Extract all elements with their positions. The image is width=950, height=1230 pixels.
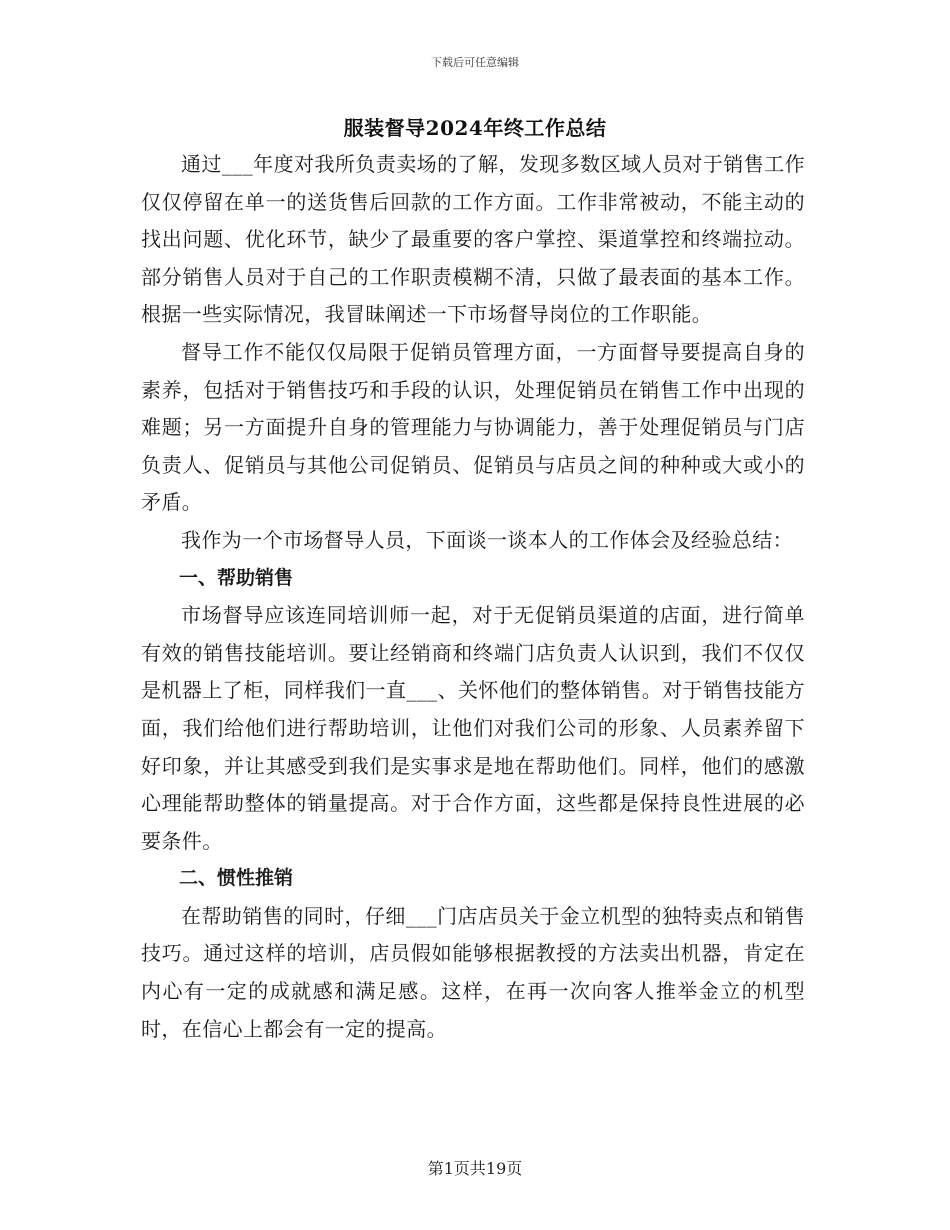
- document-body: [141, 146, 805, 1048]
- section-heading-inertial-promotion: 二、惯性推销: [179, 867, 294, 890]
- header-note: 下载后可任意编辑: [431, 56, 519, 69]
- paragraph-summary-intro: 我作为一个市场督导人员，下面谈一谈本人的工作体会及经验总结：: [181, 527, 793, 552]
- paragraph-inertial-promotion: 在帮助销售的同时，仔细___门店店员关于金立机型的独特卖点和销售技巧。通过这样的培训，店员假如能够根据教授的方法卖出机器，肯定在内心有一定的成就感和满足感。这样，在再一次向客人推举金立的机型时，在信心上都会有一定的提高。: [141, 903, 805, 1041]
- paragraph-supervisor-role: 督导工作不能仅仅局限于促销员管理方面，一方面督导要提高自身的素养，包括对于销售技巧和手段的认识，处理促销员在销售工作中出现的难题；另一方面提升自身的管理能力与协调能力，善于处理促销员与门店负责人、促销员与其他公司促销员、促销员与店员之间的种种或大或小的矛盾。: [141, 339, 805, 515]
- document-title: 服装督导2024年终工作总结: [343, 116, 607, 140]
- paragraph-intro: 通过___年度对我所负责卖场的了解，发现多数区域人员对于销售工作仅仅停留在单一的送货售后回款的工作方面。工作非常被动，不能主动的找出问题、优化环节，缺少了最重要的客户掌控、渠道掌控和终端拉动。部分销售人员对于自己的工作职责模糊不清，只做了最表面的基本工作。根据一些实际情况，我冒昧阐述一下市场督导岗位的工作职能。: [141, 152, 805, 327]
- section-heading-help-sales: 一、帮助销售: [179, 566, 294, 589]
- paragraph-help-sales: 市场督导应该连同培训师一起，对于无促销员渠道的店面，进行简单有效的销售技能培训。要让经销商和终端门店负责人认识到，我们不仅仅是机器上了柜，同样我们一直___、关怀他们的整体销售。对于销售技能方面，我们给他们进行帮助培训，让他们对我们公司的形象、人员素养留下好印象，并让其感受到我们是实事求是地在帮助他们。同样，他们的感激心理能帮助整体的销量提高。对于合作方面，这些都是保持良性进展的必要条件。: [141, 603, 805, 853]
- page-number: 第1页共19页: [427, 1159, 523, 1178]
